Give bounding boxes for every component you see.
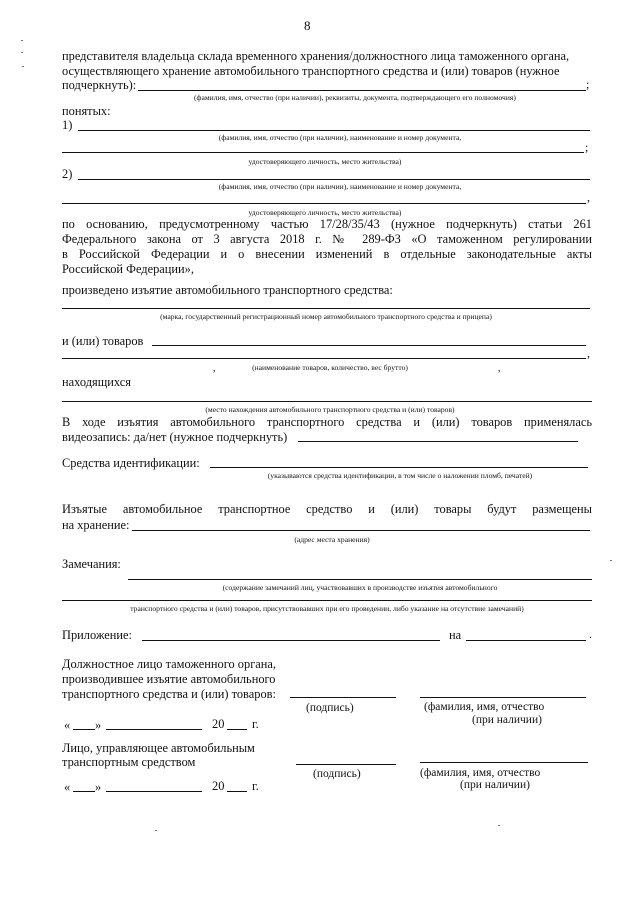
- storage-field[interactable]: [132, 530, 590, 531]
- margin-mark: [21, 40, 23, 41]
- officer-sign-caption: (подпись): [306, 702, 354, 714]
- representative-line1: представителя владельца склада временного хранения/должностного лица таможенного органа,: [62, 49, 570, 63]
- storage-line2: на хранение:: [62, 518, 130, 532]
- witness-1-field-2[interactable]: [62, 152, 584, 153]
- remarks-field-2[interactable]: [62, 600, 592, 601]
- goods-field[interactable]: [152, 345, 586, 346]
- seizure-text: произведено изъятие автомобильного транспортного средства:: [62, 283, 393, 297]
- officer-date-year-field[interactable]: [227, 729, 247, 730]
- scan-speck: [498, 825, 500, 826]
- comma: ,: [213, 363, 216, 374]
- basis-line4: Российской Федерации»,: [62, 262, 194, 276]
- comma: ,: [498, 363, 501, 374]
- representative-line2: осуществляющего хранение автомобильного транспортного средства и (или) товаров (нужное: [62, 64, 560, 78]
- driver-sign-caption: (подпись): [313, 768, 361, 780]
- semicolon: ;: [586, 77, 590, 91]
- remarks-label: Замечания:: [62, 557, 121, 571]
- witness-1-number: 1): [62, 118, 73, 132]
- attachment-pages-field[interactable]: [466, 640, 586, 641]
- identification-label: Средства идентификации:: [62, 456, 200, 470]
- video-field[interactable]: [298, 441, 578, 442]
- witnesses-label: понятых:: [62, 104, 111, 118]
- scan-speck: [610, 560, 612, 561]
- witness-2-number: 2): [62, 167, 73, 181]
- goods-label: и (или) товаров: [62, 334, 144, 348]
- driver-name-field[interactable]: [420, 762, 588, 763]
- storage-line1: Изъятые автомобильное транспортное средство и (или) товары будут размещены: [62, 502, 592, 516]
- representative-line3: подчеркнуть):: [62, 78, 137, 92]
- witness-1-field[interactable]: [78, 130, 590, 131]
- officer-date-day-field[interactable]: [73, 729, 95, 730]
- driver-year-prefix: 20: [212, 779, 225, 793]
- basis-line2: Федерального закона от 3 августа 2018 г. № 289-ФЗ «О таможенном регулировании: [62, 232, 592, 246]
- driver-date-day-field[interactable]: [73, 791, 95, 792]
- officer-name-caption1: (фамилия, имя, отчество: [424, 701, 545, 713]
- witness-2-caption2: удостоверяющего личность, место жительства): [248, 208, 402, 217]
- location-caption: (место нахождения автомобильного транспортного средства и (или) товаров): [205, 405, 455, 414]
- goods-field-2[interactable]: [62, 358, 586, 359]
- vehicle-field[interactable]: [62, 308, 590, 309]
- vehicle-caption: (марка, государственный регистрационный номер автомобильного транспортного средства и прицепа): [160, 312, 492, 321]
- basis-line1: по основанию, предусмотренному частью 17/28/35/43 (нужное подчеркнуть) статьи 261: [62, 217, 592, 231]
- officer-line3: транспортного средства и (или) товаров:: [62, 687, 276, 701]
- remarks-caption2: транспортного средства и (или) товаров, присутствовавших при его проведении, либо указание на отсутствие замечаний): [130, 604, 524, 613]
- officer-date-close: »: [95, 718, 102, 732]
- semicolon: ;: [585, 140, 589, 154]
- attachment-on-label: на: [449, 628, 462, 642]
- basis-line3: в Российской Федерации и о внесении изменений в отдельные законодательные акты: [62, 247, 592, 261]
- period: .: [589, 627, 592, 641]
- location-label: находящихся: [62, 375, 131, 389]
- driver-year-suffix: г.: [252, 779, 259, 793]
- margin-mark: [21, 52, 23, 53]
- driver-signature-field[interactable]: [296, 764, 396, 765]
- witness-2-caption1: (фамилия, имя, отчество (при наличии), наименование и номер документа,: [218, 182, 462, 191]
- driver-line1: Лицо, управляющее автомобильным: [62, 741, 255, 755]
- officer-date-open: «: [64, 718, 71, 732]
- driver-name-caption1: (фамилия, имя, отчество: [420, 767, 541, 779]
- driver-date-open: «: [64, 780, 71, 794]
- witness-1-caption2: удостоверяющего личность, место жительства): [248, 157, 402, 166]
- driver-date-close: »: [95, 780, 102, 794]
- witness-2-field-2[interactable]: [62, 203, 586, 204]
- attachment-label: Приложение:: [62, 628, 132, 642]
- driver-date-year-field[interactable]: [227, 791, 247, 792]
- representative-field[interactable]: [138, 90, 586, 91]
- driver-date-month-field[interactable]: [106, 791, 202, 792]
- page-number: 8: [304, 18, 311, 33]
- witness-1-caption1: (фамилия, имя, отчество (при наличии), наименование и номер документа,: [218, 133, 462, 142]
- margin-mark: [22, 66, 24, 67]
- remarks-field[interactable]: [128, 579, 592, 580]
- video-line2: видеозапись: да/нет (нужное подчеркнуть): [62, 430, 288, 444]
- officer-name-caption2: (при наличии): [472, 714, 542, 726]
- officer-line2: производившее изъятие автомобильного: [62, 672, 276, 686]
- officer-name-field[interactable]: [420, 697, 586, 698]
- attachment-field[interactable]: [142, 640, 440, 641]
- scan-speck: [155, 830, 157, 831]
- goods-caption: (наименование товаров, количество, вес брутто): [252, 363, 408, 372]
- representative-caption: (фамилия, имя, отчество (при наличии), реквизиты, документа, подтверждающего его полномочия): [194, 93, 516, 102]
- driver-name-caption2: (при наличии): [460, 779, 530, 791]
- video-line1: В ходе изъятия автомобильного транспортного средства и (или) товаров применялась: [62, 415, 592, 429]
- storage-caption: (адрес места хранения): [294, 535, 370, 544]
- comma: ,: [587, 346, 590, 360]
- officer-date-month-field[interactable]: [106, 729, 202, 730]
- location-field[interactable]: [62, 401, 592, 402]
- officer-year-suffix: г.: [252, 717, 259, 731]
- identification-caption: (указываются средства идентификации, в том числе о наложении пломб, печатей): [267, 471, 533, 480]
- driver-line2: транспортным средством: [62, 755, 196, 769]
- remarks-caption1: (содержание замечаний лиц, участвовавших в производстве изъятия автомобильного: [222, 583, 498, 592]
- witness-2-field[interactable]: [78, 179, 590, 180]
- officer-year-prefix: 20: [212, 717, 225, 731]
- comma: ,: [587, 190, 590, 204]
- officer-line1: Должностное лицо таможенного органа,: [62, 657, 277, 671]
- officer-signature-field[interactable]: [290, 697, 396, 698]
- identification-field[interactable]: [210, 467, 588, 468]
